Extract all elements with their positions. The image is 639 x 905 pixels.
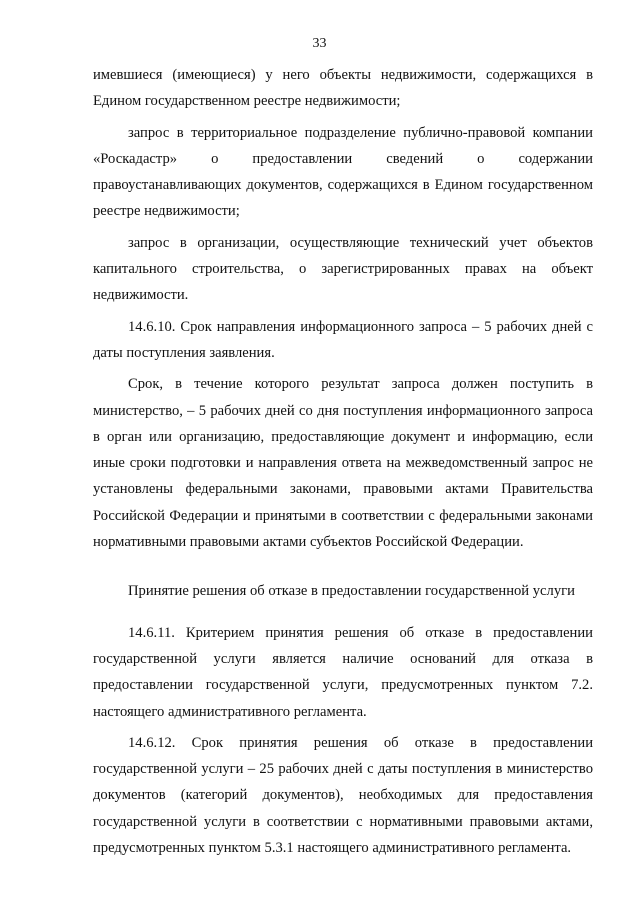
paragraph-response-deadline: Срок, в течение которого результат запроса должен поступить в министерство, – 5 рабочих дней со дня поступления информационного запроса в орган или организацию, предоставляющие документ и информацию, если иные сроки подготовки и направления ответа на межведомственный запрос не установлены федеральными законами, правовыми актами Правительства Российской Федерации и принятыми в соответствии с федеральными законами нормативными правовыми актами субъектов Российской Федерации. [93,376,593,551]
paragraph-14-6-11: 14.6.11. Критерием принятия решения об отказе в предоставлении государственной услуги является наличие оснований для отказа в предоставлении государственной услуги, предусмотренных пунктом 7.2. настоящего административного регламента. [93,624,593,720]
paragraph-14-6-12: 14.6.12. Срок принятия решения об отказе в предоставлении государственной услуги – 25 рабочих дней с даты поступления в министерство документов (категорий документов), необходимых для предоставления государственной услуги в соответствии с нормативными правовыми актами, предусмотренных пунктом 5.3.1 настоящего административного регламента. [93,734,593,857]
paragraph-rosreestr-request: запрос в территориальное подразделение публично-правовой компании «Роскадастр» о предоставлении сведений о содержании правоустанавливающих документов, содержащихся в Едином государственном реестре недвижимости; [93,124,593,220]
document-body [93,62,593,861]
paragraph-technical-accounting-request: запрос в организации, осуществляющие технический учет объектов капитального строительства, о зарегистрированных правах на объект недвижимости. [93,234,593,304]
page-number: 33 [312,36,327,51]
paragraph-continuation: имевшиеся (имеющиеся) у него объекты недвижимости, содержащихся в Едином государственном реестре недвижимости; [93,67,593,110]
paragraph-14-6-10: 14.6.10. Срок направления информационного запроса – 5 рабочих дней с даты поступления заявления. [93,318,593,361]
section-heading: Принятие решения об отказе в предоставлении государственной услуги [128,583,575,600]
